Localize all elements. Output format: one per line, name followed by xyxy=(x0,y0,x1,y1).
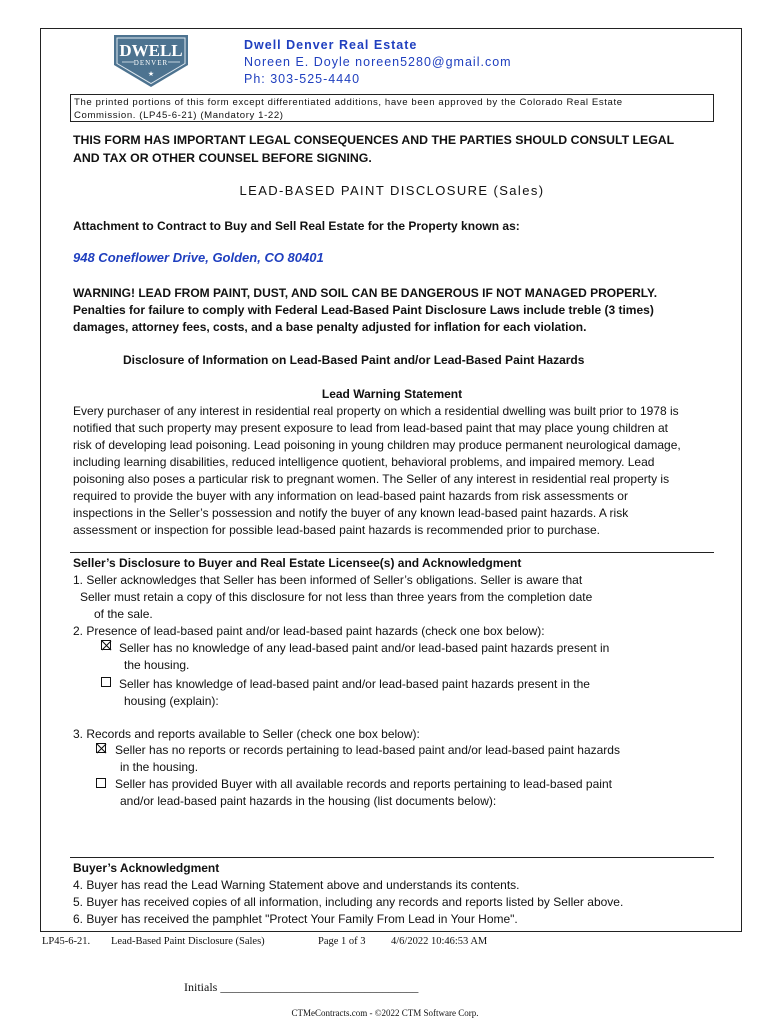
agent-contact: Noreen E. Doyle noreen5280@gmail.com xyxy=(244,55,512,69)
seller-item-2: 2. Presence of lead-based paint and/or lead-based paint hazards (check one box below): xyxy=(73,624,545,638)
item-3-option-2: Seller has provided Buyer with all available records and reports pertaining to lead-based paint xyxy=(115,777,612,791)
footer-form-id: LP45-6-21. xyxy=(42,936,91,947)
logo-word-denver: DENVER xyxy=(133,59,169,67)
buyer-item-4: 4. Buyer has read the Lead Warning Statement above and understands its contents. xyxy=(73,878,520,892)
property-address: 948 Coneflower Drive, Golden, CO 80401 xyxy=(73,250,324,265)
dwell-denver-logo xyxy=(108,31,194,89)
item-2-option-1-cont: the housing. xyxy=(124,658,190,672)
commission-notice xyxy=(70,94,714,122)
notice-line-2: Commission. (LP45-6-21) (Mandatory 1-22) xyxy=(74,110,284,121)
section-divider xyxy=(70,552,714,553)
lead-warning-line: required to provide the buyer with any information on lead-based paint hazards from risk assessments or xyxy=(73,489,628,503)
legal-warning-line-1: THIS FORM HAS IMPORTANT LEGAL CONSEQUENCES AND THE PARTIES SHOULD CONSULT LEGAL xyxy=(73,133,675,147)
has-knowledge-checkbox[interactable] xyxy=(101,677,111,687)
footer-copyright: CTMeContracts.com - ©2022 CTM Software Corp. xyxy=(291,1008,479,1018)
lead-warning-line: including learning disabilities, reduced intelligence quotient, behavioral problems, and impaired memory. Lead xyxy=(73,455,655,469)
lead-warning-line: Every purchaser of any interest in residential real property on which a residential dwelling was built prior to 1978 is xyxy=(73,404,679,418)
disclosure-heading: Disclosure of Information on Lead-Based Paint and/or Lead-Based Paint Hazards xyxy=(123,353,585,367)
attachment-line: Attachment to Contract to Buy and Sell Real Estate for the Property known as: xyxy=(73,219,520,233)
section-divider xyxy=(70,857,714,858)
logo-word-dwell: DWELL xyxy=(119,41,183,60)
item-2-option-2-cont: housing (explain): xyxy=(124,694,219,708)
buyer-heading: Buyer’s Acknowledgment xyxy=(73,861,220,875)
notice-line-1: The printed portions of this form except differentiated additions, have been approved by the Colorado Real Estate xyxy=(74,97,623,108)
provided-reports-checkbox[interactable] xyxy=(96,778,106,788)
seller-item-1-cont: of the sale. xyxy=(94,607,153,621)
item-3-option-2-cont: and/or lead-based paint hazards in the housing (list documents below): xyxy=(120,794,497,808)
initials-row xyxy=(184,980,418,995)
item-3-option-1: Seller has no reports or records pertaining to lead-based paint and/or lead-based paint hazards xyxy=(115,743,620,757)
footer-page-number: Page 1 of 3 xyxy=(318,936,366,947)
lead-warning-line: inspections in the Seller’s possession and notify the buyer of any known lead-based paint hazards. A risk xyxy=(73,506,629,520)
seller-heading: Seller’s Disclosure to Buyer and Real Estate Licensee(s) and Acknowledgment xyxy=(73,556,522,570)
footer-form-name: Lead-Based Paint Disclosure (Sales) xyxy=(111,936,265,947)
no-knowledge-checkbox[interactable] xyxy=(101,640,111,650)
seller-item-1-cont: Seller must retain a copy of this disclosure for not less than three years from the completion date xyxy=(80,590,593,604)
warning-line-3: damages, attorney fees, costs, and a base penalty adjusted for inflation for each violation. xyxy=(73,320,587,334)
legal-warning-line-2: AND TAX OR OTHER COUNSEL BEFORE SIGNING. xyxy=(73,151,372,165)
footer-timestamp: 4/6/2022 10:46:53 AM xyxy=(391,936,488,947)
lead-warning-line: risk of developing lead poisoning. Lead poisoning in young children may produce permanent neurological damage, xyxy=(73,438,681,452)
seller-item-1: 1. Seller acknowledges that Seller has been informed of Seller’s obligations. Seller is aware that xyxy=(73,573,583,587)
company-name: Dwell Denver Real Estate xyxy=(244,38,418,52)
star-icon: ★ xyxy=(147,71,155,78)
buyer-item-6: 6. Buyer has received the pamphlet "Protect Your Family From Lead in Your Home". xyxy=(73,912,518,926)
item-2-option-2: Seller has knowledge of lead-based paint and/or lead-based paint hazards present in the xyxy=(119,677,590,691)
warning-line-1: WARNING! LEAD FROM PAINT, DUST, AND SOIL CAN BE DANGEROUS IF NOT MANAGED PROPERLY. xyxy=(73,286,658,300)
lead-warning-line: notified that such property may present exposure to lead from lead-based paint that may place young children at xyxy=(73,421,669,435)
seller-item-3: 3. Records and reports available to Seller (check one box below): xyxy=(73,727,420,741)
agent-phone: Ph: 303-525-4440 xyxy=(244,72,361,86)
lead-warning-line: poisoning also poses a particular risk to pregnant women. The Seller of any interest in residential real property is xyxy=(73,472,670,486)
warning-line-2: Penalties for failure to comply with Federal Lead-Based Paint Disclosure Laws include treble (3 times) xyxy=(73,303,654,317)
no-reports-checkbox[interactable] xyxy=(96,743,106,753)
buyer-item-5: 5. Buyer has received copies of all information, including any records and reports listed by Seller above. xyxy=(73,895,624,909)
lead-warning-heading: Lead Warning Statement xyxy=(321,387,463,401)
initials-label: Initials xyxy=(184,980,218,994)
initials-field[interactable]: _________________________________ xyxy=(220,980,419,994)
item-3-option-1-cont: in the housing. xyxy=(120,760,199,774)
page-title: LEAD-BASED PAINT DISCLOSURE (Sales) xyxy=(239,183,545,198)
item-2-option-1: Seller has no knowledge of any lead-based paint and/or lead-based paint hazards present in xyxy=(119,641,610,655)
lead-warning-line: assessment or inspection for possible lead-based paint hazards is recommended prior to purchase. xyxy=(73,523,600,537)
